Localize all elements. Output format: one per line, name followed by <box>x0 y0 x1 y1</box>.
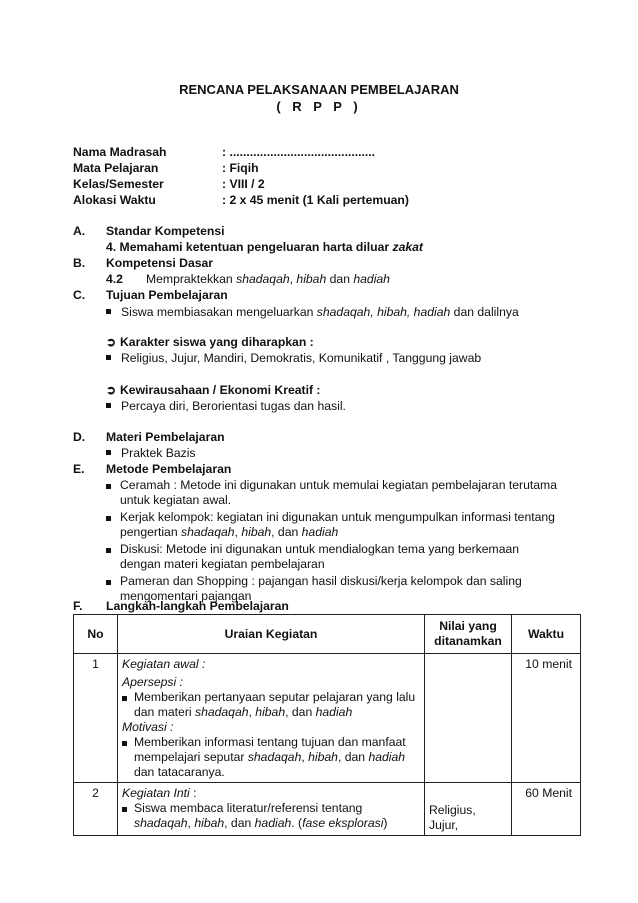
header-uraian: Uraian Kegiatan <box>118 615 425 654</box>
table-header-row <box>74 615 581 654</box>
identity-label-mapel: Mata Pelajaran <box>73 161 159 175</box>
kewira-item: Percaya diri, Berorientasi tugas dan hasil. <box>106 399 346 414</box>
header-nilai: Nilai yang ditanamkan <box>425 615 512 654</box>
list-item: Siswa membaca literatur/referensi tentang shadaqah, hibah, dan hadiah. (fase eksplorasi) <box>122 801 420 831</box>
section-c-title: Tujuan Pembelajaran <box>106 288 228 302</box>
arrow-right-icon: ➲ <box>106 383 117 397</box>
waktu-cell: 60 Menit <box>525 786 572 800</box>
row-number: 1 <box>92 657 99 671</box>
header-no: No <box>74 615 118 654</box>
bullet-square-icon <box>122 741 127 746</box>
section-a-item: 4. Memahami ketentuan pengeluaran harta diluar zakat <box>106 240 423 254</box>
section-f-title: Langkah-langkah Pembelajaran <box>106 599 289 613</box>
activity-phase: Kegiatan awal : <box>122 657 206 671</box>
identity-value-mapel: : Fiqih <box>222 161 259 175</box>
bullet-square-icon <box>106 355 111 360</box>
table-row <box>74 783 581 836</box>
bullet-square-icon <box>106 580 111 585</box>
arrow-right-icon: ➲ <box>106 335 117 349</box>
section-e-title: Metode Pembelajaran <box>106 462 232 476</box>
karakter-item: Religius, Jujur, Mandiri, Demokratis, Komunikatif , Tanggung jawab <box>106 351 481 366</box>
identity-value-madrasah: : ........................................... <box>222 145 376 159</box>
document-title: RENCANA PELAKSANAAN PEMBELAJARAN <box>179 82 459 97</box>
section-b-title: Kompetensi Dasar <box>106 256 214 270</box>
list-item: Memberikan pertanyaan seputar pelajaran yang lalu dan materi shadaqah, hibah, dan hadiah <box>122 690 416 720</box>
bullet-square-icon <box>106 484 111 489</box>
bullet-square-icon <box>122 807 127 812</box>
bullet-square-icon <box>106 516 111 521</box>
method-item: Pameran dan Shopping : pajangan hasil diskusi/kerja kelompok dan saling mengomentari pajangan <box>106 574 558 604</box>
bullet-square-icon <box>106 548 111 553</box>
section-f-letter: F. <box>73 599 83 613</box>
list-item: Memberikan informasi tentang tujuan dan manfaat mempelajari seputar shadaqah, hibah, dan hadiah dan tatacaranya. <box>122 735 416 780</box>
identity-value-kelas: : VIII / 2 <box>222 177 265 191</box>
identity-label-madrasah: Nama Madrasah <box>73 145 167 159</box>
identity-label-kelas: Kelas/Semester <box>73 177 164 191</box>
section-c-goal: Siswa membiasakan mengeluarkan shadaqah, hibah, hadiah dan dalilnya <box>106 305 519 320</box>
nilai-cell: Religius, Jujur, <box>429 803 476 832</box>
section-a-title: Standar Kompetensi <box>106 224 225 238</box>
waktu-cell: 10 menit <box>525 657 572 671</box>
bullet-square-icon <box>106 309 111 314</box>
identity-label-waktu: Alokasi Waktu <box>73 193 156 207</box>
header-waktu: Waktu <box>512 615 581 654</box>
steps-table <box>73 614 581 836</box>
motivasi-label: Motivasi : <box>122 720 174 734</box>
karakter-heading: ➲ Karakter siswa yang diharapkan : <box>106 335 314 349</box>
section-a-letter: A. <box>73 224 86 238</box>
activity-phase: Kegiatan Inti : <box>122 786 197 800</box>
row-number: 2 <box>92 786 99 800</box>
section-c-letter: C. <box>73 288 86 302</box>
section-d-title: Materi Pembelajaran <box>106 430 225 444</box>
bullet-square-icon <box>106 450 111 455</box>
method-list <box>106 478 558 604</box>
method-item: Diskusi: Metode ini digunakan untuk mendialogkan tema yang berkemaan dengan materi kegiatan pembelajaran <box>106 542 558 572</box>
section-b-letter: B. <box>73 256 86 270</box>
method-item: Kerjak kelompok: kegiatan ini digunakan untuk mengumpulkan informasi tentang pengertian shadaqah, hibah, dan hadiah <box>106 510 558 540</box>
document-subtitle: ( R P P ) <box>276 99 362 114</box>
kewira-heading: ➲ Kewirausahaan / Ekonomi Kreatif : <box>106 383 321 397</box>
bullet-square-icon <box>122 696 127 701</box>
bullet-square-icon <box>106 403 111 408</box>
section-d-item: Praktek Bazis <box>106 446 196 461</box>
nilai-cell <box>425 654 511 659</box>
identity-value-waktu: : 2 x 45 menit (1 Kali pertemuan) <box>222 193 409 207</box>
section-b-item: 4.2 Mempraktekkan shadaqah, hibah dan hadiah <box>106 272 390 286</box>
section-e-letter: E. <box>73 462 85 476</box>
method-item: Ceramah : Metode ini digunakan untuk memulai kegiatan pembelajaran terutama untuk kegiatan awal. <box>106 478 558 508</box>
table-row <box>74 654 581 783</box>
apersepsi-label: Apersepsi : <box>122 675 183 689</box>
section-d-letter: D. <box>73 430 86 444</box>
